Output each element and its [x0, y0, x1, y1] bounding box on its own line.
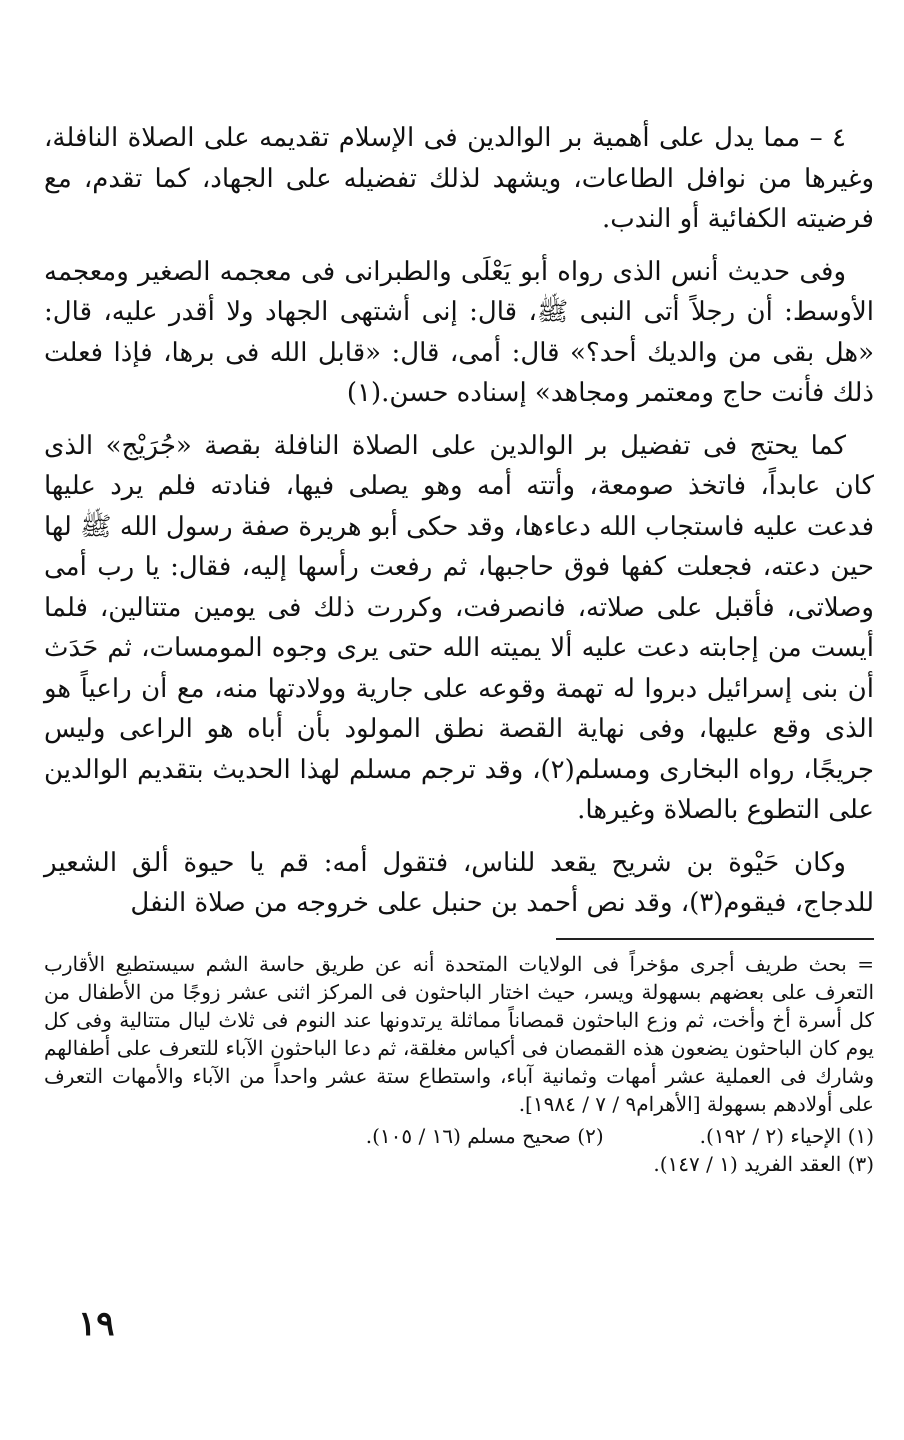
- paragraph-4: وكان حَيْوة بن شريح يقعد للناس، فتقول أمه: قم يا حيوة ألق الشعير للدجاج، فيقوم(٣)، وقد نص أحمد بن حنبل على خروجه من صلاة النفل: [44, 847, 874, 918]
- footnote-2: (٢) صحيح مسلم (١٦ / ١٠٥).: [365, 1123, 604, 1148]
- footnote-divider: [556, 938, 874, 940]
- page-number: ١٩: [78, 1304, 115, 1344]
- footnote-3: (٣) العقد الفريد (١ / ١٤٧).: [653, 1151, 874, 1176]
- paragraph-2: وفى حديث أنس الذى رواه أبو يَعْلَى والطبرانى فى معجمه الصغير ومعجمه الأوسط: أن رجلاً أتى النبى ﷺ، قال: إنى أشتهى الجهاد ولا أقدر عليه، قال: «هل بقى من والديك أحد؟» قال: أمى، قال: «قابل الله فى برها، فإذا فعلت ذلك فأنت حاج ومعتمر ومجاهد» إسناده حسن.(١): [44, 256, 874, 408]
- footnote-continuation: = بحث طريف أجرى مؤخراً فى الولايات المتحدة أنه عن طريق حاسة الشم سيستطيع الأقارب التعرف على بعضهم بسهولة ويسر، حيث اختار الباحثون فى المركز اثنى عشر زوجًا من الأطفال من كل أسرة أخ وأخت، ثم وزع الباحثون قمصاناً مماثلة يرتدونها عند النوم فى ثلاث ليال متتالية وفى كل يوم كان الباحثون يضعون هذه القمصان فى أكياس مغلقة، ثم دعا الباحثون الآباء للتعرف على أطفالهم وشارك فى العملية عشر أمهات وثمانية آباء، واستطاع ستة عشر واحداً من الآباء والأمهات التعرف على أولادهم بسهولة [الأهرام٩ / ٧ / ١٩٨٤].: [44, 951, 874, 1116]
- footnote-1: (١) الإحياء (٢ / ١٩٢).: [699, 1123, 874, 1148]
- footnote-row-2: [44, 1150, 874, 1178]
- footnotes: [44, 950, 874, 1178]
- book-page: [44, 118, 874, 1178]
- footnote-row: [44, 1122, 874, 1150]
- paragraph-3: كما يحتج فى تفضيل بر الوالدين على الصلاة النافلة بقصة «جُرَيْج» الذى كان عابداً، فاتخذ صومعة، وأتته أمه وهو يصلى فيها، فنادته فلم يرد عليها فدعت عليه فاستجاب الله دعاءها، وقد حكى أبو هريرة صفة رسول الله ﷺ لها حين دعته، فجعلت كفها فوق حاجبها، ثم رفعت رأسها إليه، فقال: يا رب أمى وصلاتى، فأقبل على صلاته، فانصرفت، وكررت ذلك فى يومين متتالين، فلما أيست من إجابته دعت عليه ألا يميته الله حتى يرى وجوه المومسات، ثم حَدَث أن بنى إسرائيل دبروا له تهمة وقوعه على جارية وولادتها منه، مع أن راعياً هو الذى وقع عليها، وفى نهاية القصة نطق المولود بأن أباه هو الراعى وليس جريجًا، رواه البخارى ومسلم(٢)، وقد ترجم مسلم لهذا الحديث بتقديم الوالدين على التطوع بالصلاة وغيرها.: [44, 430, 874, 825]
- paragraph-1: ٤ – مما يدل على أهمية بر الوالدين فى الإسلام تقديمه على الصلاة النافلة، وغيرها من نوافل الطاعات، ويشهد لذلك تفضيله على الجهاد، كما تقدم، مع فرضيته الكفائية أو الندب.: [44, 123, 874, 234]
- main-text: [44, 118, 874, 924]
